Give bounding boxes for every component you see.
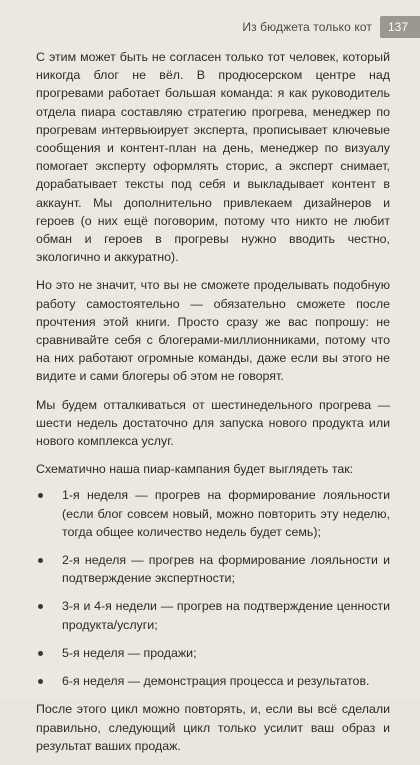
paragraph-do-it-yourself: Но это не значит, что вы не сможете проделывать подобную работу самостоятельно — обязательно сможете после прочтения этой книги. Просто сразу же вас попрошу: не сравнивайте себя с блогерами-миллионниками, потому что на них работают огромные команды, даже если вы этого не видите и сами блогеры об этом не говорят. (36, 278, 390, 384)
week-plan-list (36, 486, 390, 690)
list-item (36, 672, 390, 690)
bullet-icon (38, 558, 43, 563)
bullet-icon (38, 651, 43, 656)
running-head-title: Из бюджета только кот (242, 20, 372, 34)
list-item-text: 6-я неделя — демонстрация процесса и результатов. (62, 674, 370, 689)
list-item-text: 1-я неделя — прогрев на формирование лояльности (если блог совсем новый, можно повторить эту неделю, тогда общее количество недель будет семь); (62, 488, 390, 539)
list-item (36, 486, 390, 541)
list-item (36, 644, 390, 662)
bullet-icon (38, 679, 43, 684)
list-item-text: 5-я неделя — продажи; (62, 645, 197, 660)
list-item-text: 2-я неделя — прогрев на формирование лояльности и подтверждение экспертности; (62, 553, 390, 586)
paragraph-six-week-warmup: Мы будем отталкиваться от шестинедельного прогрева — шести недель достаточно для запуска нового продукта или нового комплекса услуг. (36, 397, 390, 449)
paragraph-closing: После этого цикл можно повторять, и, если вы всё сделали правильно, следующий цикл только усилит ваш образ и результат ваших продаж. (36, 702, 390, 753)
running-head (242, 16, 420, 38)
list-item-text: 3-я и 4-я недели — прогрев на подтверждение ценности продукта/услуги; (62, 599, 390, 632)
page-number: 137 (380, 16, 420, 38)
bullet-icon (38, 493, 43, 498)
list-item (36, 551, 390, 587)
paragraph-schema-intro: Схематично наша пиар-кампания будет выглядеть так: (36, 462, 354, 477)
bullet-icon (38, 604, 43, 609)
paragraph-team-description: С этим может быть не согласен только тот человек, который никогда блог не вёл. В продюсерском центре над прогревами работает большая команда: я как руководитель отдела пиара составляю стратегию прогрева, менеджер по прогревам интервьюирует эксперта, прописывает ключевые сообщения и контент-план на день, менеджер по визуалу помогает эксперту оформлять сторис, а эксперт снимает, дорабатывает тексты под себя и выкладывает контент в аккаунт. Мы дополнительно привлекаем дизайнеров и героев (о них ещё поговорим, потому что никто не любит обман и героев в прогревы нужно вводить честно, экологично и аккуратно). (36, 50, 390, 265)
list-item (36, 597, 390, 633)
page-body (36, 48, 390, 765)
